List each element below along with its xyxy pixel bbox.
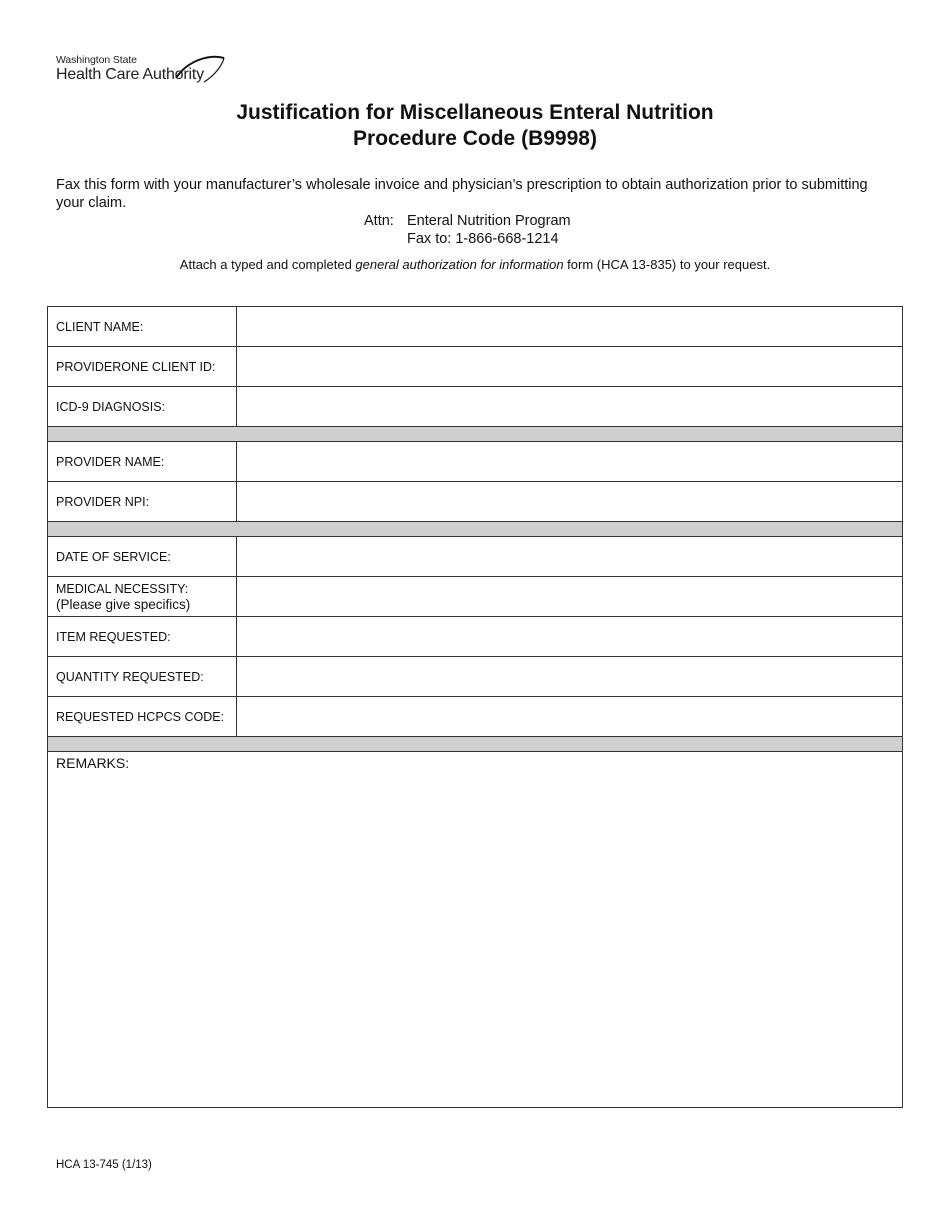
medical-necessity-field[interactable]: [237, 577, 902, 616]
item-requested-field[interactable]: [237, 617, 902, 656]
hca-logo: [56, 52, 236, 88]
intro-text: Fax this form with your manufacturer’s wholesale invoice and physician’s prescription to obtain authorization prior to submitting your claim.: [56, 177, 868, 211]
row-date-of-service: [48, 537, 902, 577]
row-provider-npi: [48, 482, 902, 522]
attach-text-italic: general authorization for information: [355, 257, 564, 272]
logo-agency-text: Health Care Authority: [56, 66, 204, 83]
attn-label: Attn:: [364, 213, 394, 229]
row-medical-necessity: [48, 577, 902, 617]
logo-state-text: Washington State: [56, 54, 137, 66]
section-divider: [48, 427, 902, 442]
client-id-label: PROVIDERONE CLIENT ID:: [48, 347, 237, 386]
fax-number: Fax to: 1-866-668-1214: [407, 231, 559, 247]
medical-necessity-title: MEDICAL NECESSITY:: [56, 581, 189, 596]
row-item-requested: [48, 617, 902, 657]
diagnosis-field[interactable]: [237, 387, 902, 426]
row-quantity-requested: [48, 657, 902, 697]
medical-necessity-note: (Please give specifics): [56, 596, 191, 612]
section-divider: [48, 737, 902, 752]
quantity-requested-field[interactable]: [237, 657, 902, 696]
row-client-name: [48, 307, 902, 347]
attach-text-before: Attach a typed and completed: [179, 257, 356, 272]
attach-instruction: [0, 257, 950, 272]
provider-npi-field[interactable]: [237, 482, 902, 521]
provider-name-label: PROVIDER NAME:: [48, 442, 237, 481]
justification-form: [47, 306, 903, 1108]
provider-npi-label: PROVIDER NPI:: [48, 482, 237, 521]
quantity-requested-label: QUANTITY REQUESTED:: [48, 657, 237, 696]
date-of-service-label: DATE OF SERVICE:: [48, 537, 237, 576]
diagnosis-label: ICD-9 DIAGNOSIS:: [48, 387, 237, 426]
logo-swoosh-icon: [174, 54, 228, 84]
client-name-label: CLIENT NAME:: [48, 307, 237, 346]
client-id-field[interactable]: [237, 347, 902, 386]
row-client-id: [48, 347, 902, 387]
provider-name-field[interactable]: [237, 442, 902, 481]
date-of-service-field[interactable]: [237, 537, 902, 576]
title-line-1: Justification for Miscellaneous Enteral Nutrition: [236, 101, 714, 124]
item-requested-label: ITEM REQUESTED:: [48, 617, 237, 656]
form-number: HCA 13-745 (1/13): [56, 1159, 152, 1171]
hcpcs-code-field[interactable]: [237, 697, 902, 736]
title-line-2: Procedure Code (B9998): [353, 127, 597, 150]
client-name-field[interactable]: [237, 307, 902, 346]
attn-program: Enteral Nutrition Program: [407, 213, 571, 229]
attach-text-after: form (HCA 13-835) to your request.: [563, 257, 771, 272]
remarks-area[interactable]: [48, 752, 902, 774]
hcpcs-code-label: REQUESTED HCPCS CODE:: [48, 697, 237, 736]
row-hcpcs-code: [48, 697, 902, 737]
form-title: [0, 100, 950, 152]
remarks-label: REMARKS:: [56, 755, 130, 771]
section-divider: [48, 522, 902, 537]
attn-block: [364, 212, 571, 248]
row-provider-name: [48, 442, 902, 482]
medical-necessity-label: [48, 577, 237, 616]
row-diagnosis: [48, 387, 902, 427]
